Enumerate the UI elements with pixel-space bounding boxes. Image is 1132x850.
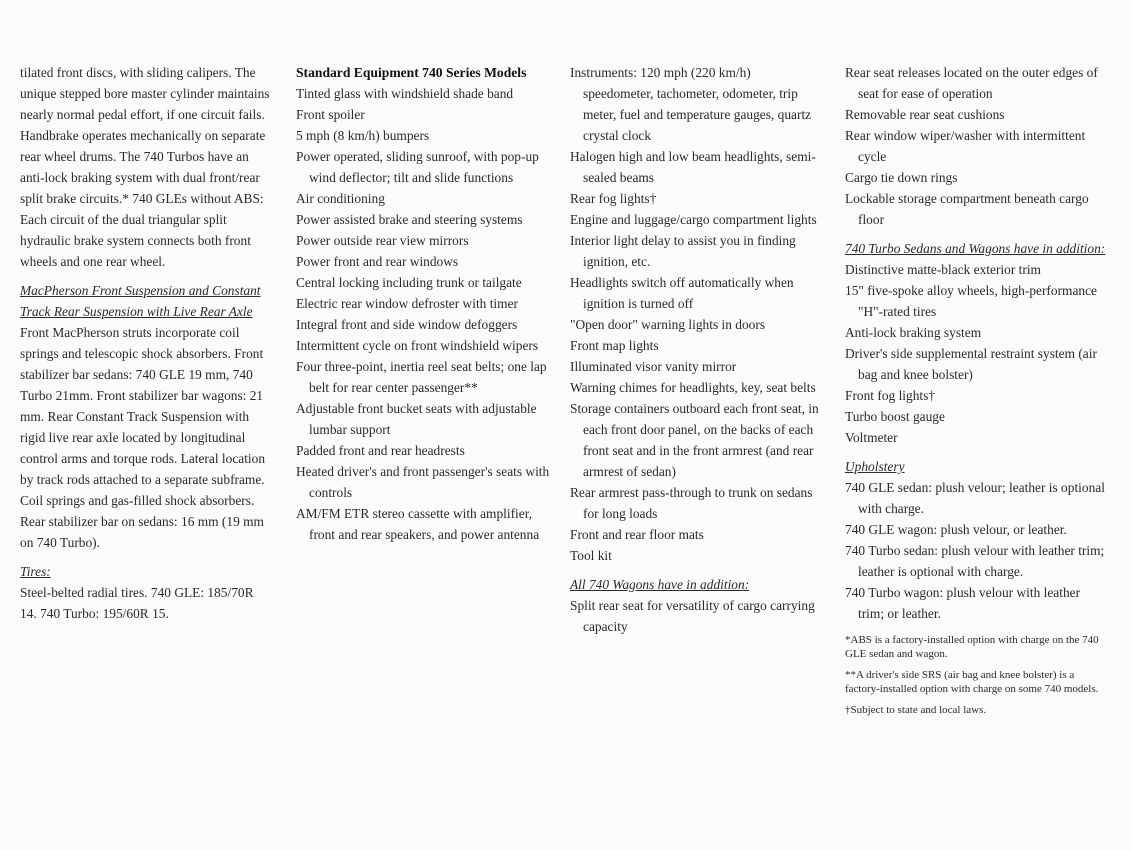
equipment-item: Warning chimes for headlights, key, seat belts bbox=[570, 380, 816, 395]
upholstery-heading: Upholstery bbox=[845, 459, 905, 474]
upholstery-item: 740 Turbo sedan: plush velour with leather trim; leather is optional with charge. bbox=[845, 543, 1105, 579]
wagons-list bbox=[570, 595, 822, 637]
equipment-item: Lockable storage compartment beneath cargo floor bbox=[845, 191, 1089, 227]
equipment-item: Power assisted brake and steering systems bbox=[296, 212, 523, 227]
footnotes bbox=[845, 634, 1107, 718]
wagon-item: Split rear seat for versatility of cargo carrying capacity bbox=[570, 598, 815, 634]
turbo-item: Front fog lights† bbox=[845, 388, 936, 403]
equipment-item: Instruments: 120 mph (220 km/h) speedometer, tachometer, odometer, trip meter, fuel and temperature gauges, quartz crystal clock bbox=[570, 65, 812, 143]
equipment-item: Rear seat releases located on the outer edges of seat for ease of operation bbox=[845, 65, 1098, 101]
equipment-item: Storage containers outboard each front seat, in each front door panel, on the backs of each front seat and in the front armrest (and rear armrest of sedan) bbox=[570, 401, 819, 479]
equipment-item: Tool kit bbox=[570, 548, 612, 563]
upholstery-item: 740 GLE wagon: plush velour, or leather. bbox=[845, 522, 1067, 537]
equipment-item: Rear armrest pass-through to trunk on sedans for long loads bbox=[570, 485, 813, 521]
equipment-item: Cargo tie down rings bbox=[845, 170, 958, 185]
standard-equipment-heading: Standard Equipment 740 Series Models bbox=[296, 65, 527, 80]
equipment-item: Interior light delay to assist you in finding ignition, etc. bbox=[570, 233, 796, 269]
turbo-item: Anti-lock braking system bbox=[845, 325, 982, 340]
equipment-item: Heated driver's and front passenger's seats with controls bbox=[296, 464, 550, 500]
equipment-item: Padded front and rear headrests bbox=[296, 443, 465, 458]
footnote: *ABS is a factory-installed option with charge on the 740 GLE sedan and wagon. bbox=[845, 634, 1099, 660]
turbo-item: Turbo boost gauge bbox=[845, 409, 945, 424]
equipment-item: Rear fog lights† bbox=[570, 191, 657, 206]
turbo-item: Voltmeter bbox=[845, 430, 898, 445]
equipment-item: Front map lights bbox=[570, 338, 659, 353]
equipment-item: "Open door" warning lights in doors bbox=[570, 317, 766, 332]
equipment-item: 5 mph (8 km/h) bumpers bbox=[296, 128, 430, 143]
column-brakes-suspension bbox=[20, 62, 270, 624]
equipment-item: Front spoiler bbox=[296, 107, 365, 122]
footnote: †Subject to state and local laws. bbox=[845, 704, 987, 716]
brakes-paragraph: tilated front discs, with sliding calipers. The unique stepped bore master cylinder maintains nearly normal pedal effort, if one circuit fails. Handbrake operates mechanically on separate rear wheel drums. The 740 Turbos have an anti-lock braking system with dual front/rear split brake circuits.* 740 GLEs without ABS: Each circuit of the dual triangular split hydraulic brake system connects both front wheels and one rear wheel. bbox=[20, 65, 270, 269]
equipment-item: AM/FM ETR stereo cassette with amplifier, front and rear speakers, and power antenna bbox=[296, 506, 540, 542]
tires-paragraph: Steel-belted radial tires. 740 GLE: 185/70R 14. 740 Turbo: 195/60R 15. bbox=[20, 585, 254, 621]
column-turbo-upholstery bbox=[845, 62, 1107, 718]
equipment-item: Electric rear window defroster with timer bbox=[296, 296, 518, 311]
equipment-item: Removable rear seat cushions bbox=[845, 107, 1005, 122]
wagon-equipment-list bbox=[845, 62, 1107, 230]
turbo-item: 15" five-spoke alloy wheels, high-performance "H"-rated tires bbox=[845, 283, 1097, 319]
equipment-item: Four three-point, inertia reel seat belts; one lap belt for rear center passenger** bbox=[296, 359, 547, 395]
equipment-item: Engine and luggage/cargo compartment lights bbox=[570, 212, 817, 227]
standard-equipment-list bbox=[296, 83, 552, 545]
upholstery-item: 740 GLE sedan: plush velour; leather is optional with charge. bbox=[845, 480, 1105, 516]
equipment-item: Intermittent cycle on front windshield wipers bbox=[296, 338, 539, 353]
turbo-heading: 740 Turbo Sedans and Wagons have in addition: bbox=[845, 241, 1106, 256]
suspension-paragraph: Front MacPherson struts incorporate coil springs and telescopic shock absorbers. Front stabilizer bar sedans: 740 GLE 19 mm, 740 Turbo 21mm. Front stabilizer bar wagons: 21 mm. Rear Constant Track Suspension with rigid live rear axle located by longitudinal control arms and torque rods. Lateral location by track rods attached to a separate subframe. Coil springs and gas-filled shock absorbers. Rear stabilizer bar on sedans: 16 mm (19 mm on 740 Turbo). bbox=[20, 325, 266, 550]
equipment-item: Adjustable front bucket seats with adjustable lumbar support bbox=[296, 401, 537, 437]
equipment-item: Halogen high and low beam headlights, semi-sealed beams bbox=[570, 149, 816, 185]
column-equipment-continued bbox=[570, 62, 822, 637]
column-standard-equipment bbox=[296, 62, 552, 545]
equipment-item: Air conditioning bbox=[296, 191, 385, 206]
wagons-heading: All 740 Wagons have in addition: bbox=[570, 577, 750, 592]
equipment-item: Rear window wiper/washer with intermittent cycle bbox=[845, 128, 1086, 164]
equipment-item: Headlights switch off automatically when ignition is turned off bbox=[570, 275, 794, 311]
turbo-list bbox=[845, 259, 1107, 448]
tires-heading: Tires: bbox=[20, 564, 51, 579]
turbo-item: Driver's side supplemental restraint system (air bag and knee bolster) bbox=[845, 346, 1097, 382]
equipment-item: Integral front and side window defoggers bbox=[296, 317, 518, 332]
equipment-item: Power front and rear windows bbox=[296, 254, 459, 269]
footnote: **A driver's side SRS (air bag and knee bolster) is a factory-installed option with charge on some 740 models. bbox=[845, 669, 1099, 695]
upholstery-list bbox=[845, 477, 1107, 624]
upholstery-item: 740 Turbo wagon: plush velour with leather trim; or leather. bbox=[845, 585, 1081, 621]
equipment-item: Front and rear floor mats bbox=[570, 527, 704, 542]
equipment-list-continued bbox=[570, 62, 822, 566]
equipment-item: Central locking including trunk or tailgate bbox=[296, 275, 522, 290]
turbo-item: Distinctive matte-black exterior trim bbox=[845, 262, 1041, 277]
equipment-item: Power outside rear view mirrors bbox=[296, 233, 469, 248]
suspension-heading: MacPherson Front Suspension and Constant Track Rear Suspension with Live Rear Axle bbox=[20, 283, 261, 319]
equipment-item: Tinted glass with windshield shade band bbox=[296, 86, 514, 101]
equipment-item: Power operated, sliding sunroof, with pop-up wind deflector; tilt and slide functions bbox=[296, 149, 539, 185]
equipment-item: Illuminated visor vanity mirror bbox=[570, 359, 737, 374]
